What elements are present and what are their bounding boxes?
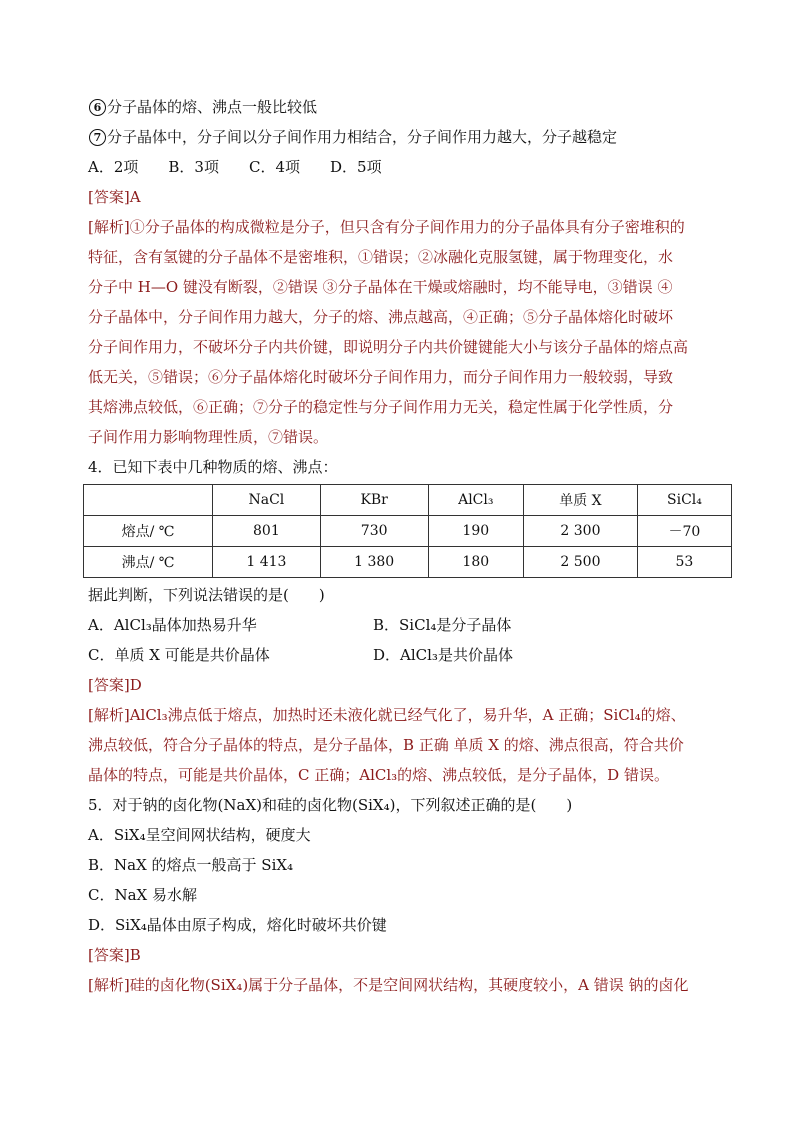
q3-analysis-line: [解析]①分子晶体的构成微粒是分子，但只含有分子间作用力的分子晶体具有分子密堆积的 (88, 218, 685, 236)
q4-options-row-1 (88, 610, 728, 640)
q3-analysis-line: 分子中 H—O 键没有断裂，②错误 ③分子晶体在干燥或熔融时，均不能导电，③错误 ④ (88, 278, 673, 296)
q4-options-row-2 (88, 640, 728, 670)
q5-stem: 5．对于钠的卤化物(NaX)和硅的卤化物(SiX₄)，下列叙述正确的是( ) (88, 796, 573, 814)
q3-analysis-line: 分子晶体中，分子间作用力越大，分子的熔、沸点越高，④正确；⑤分子晶体熔化时破坏 (88, 308, 674, 326)
q4-option-b: B．SiCl₄是分子晶体 (373, 616, 512, 634)
q4-stem: 4．已知下表中几种物质的熔、沸点： (88, 458, 338, 476)
table-cell: 1 380 (320, 547, 428, 578)
table-header-cell (84, 485, 213, 516)
document-page (88, 92, 728, 1000)
table-cell: 190 (428, 516, 523, 547)
q3-item-7: 7 分子晶体中，分子间以分子间作用力相结合，分子间作用力越大，分子越稳定 (88, 122, 728, 152)
table-row-label: 沸点/ ℃ (84, 547, 213, 578)
table-cell: 2 300 (524, 516, 638, 547)
q3-analysis-line: 分子间作用力，不破坏分子内共价键，即说明分子内共价键键能大小与该分子晶体的熔点高 (88, 338, 689, 356)
q5-option-a: A．SiX₄呈空间网状结构，硬度大 (88, 826, 311, 844)
q4-option-a: A．AlCl₃晶体加热易升华 (88, 616, 257, 634)
q5-option-c: C．NaX 易水解 (88, 886, 197, 904)
q3-option-b: B．3项 (168, 158, 219, 176)
table-cell: 180 (428, 547, 523, 578)
table-header-cell: AlCl₃ (428, 485, 523, 516)
table-row-label: 熔点/ ℃ (84, 516, 213, 547)
q3-options (88, 152, 728, 182)
table-cell: 801 (213, 516, 321, 547)
circled-6: 6 (89, 99, 106, 116)
q3-option-c: C．4项 (248, 158, 300, 176)
q4-answer: [答案]D (88, 676, 142, 694)
table-row (84, 516, 732, 547)
table-header-cell: KBr (320, 485, 428, 516)
q3-option-a: A．2项 (88, 158, 139, 176)
q3-item-6: 6 分子晶体的熔、沸点一般比较低 (88, 92, 728, 122)
table-row (84, 547, 732, 578)
q3-answer: [答案]A (88, 188, 141, 206)
table-cell: 53 (637, 547, 731, 578)
q4-option-d: D．AlCl₃是共价晶体 (373, 646, 513, 664)
q4-option-c: C．单质 X 可能是共价晶体 (88, 646, 270, 664)
q3-analysis-line: 其熔沸点较低，⑥正确；⑦分子的稳定性与分子间作用力无关，稳定性属于化学性质，分 (88, 398, 674, 416)
q3-option-d: D．5项 (330, 158, 382, 176)
q4-analysis-line: 晶体的特点，可能是共价晶体，C 正确；AlCl₃的熔、沸点较低，是分子晶体，D 错误。 (88, 766, 669, 784)
q5-answer: [答案]B (88, 946, 141, 964)
table-cell: －70 (637, 516, 731, 547)
table-header-cell: SiCl₄ (637, 485, 731, 516)
q3-analysis-line: 低无关，⑤错误；⑥分子晶体熔化时破坏分子间作用力，而分子间作用力一般较弱，导致 (88, 368, 674, 386)
q3-analysis-line: 子间作用力影响物理性质，⑦错误。 (88, 428, 329, 446)
table-cell: 730 (320, 516, 428, 547)
table-cell: 1 413 (213, 547, 321, 578)
table-header-cell: 单质 X (524, 485, 638, 516)
q4-analysis-line: [解析]AlCl₃沸点低于熔点，加热时还未液化就已经气化了，易升华，A 正确；SiCl₄的熔、 (88, 706, 686, 724)
q5-option-d: D．SiX₄晶体由原子构成，熔化时破坏共价键 (88, 916, 387, 934)
q4-question: 据此判断，下列说法错误的是( ) (88, 586, 325, 604)
table-cell: 2 500 (524, 547, 638, 578)
table-header-row (84, 485, 732, 516)
q5-analysis-line: [解析]硅的卤化物(SiX₄)属于分子晶体，不是空间网状结构，其硬度较小，A 错误 钠的卤化 (88, 976, 689, 994)
melting-boiling-table (83, 484, 732, 578)
q3-analysis-line: 特征，含有氢键的分子晶体不是密堆积，①错误；②冰融化克服氢键，属于物理变化，水 (88, 248, 674, 266)
circled-7: 7 (89, 129, 106, 146)
q4-analysis-line: 沸点较低，符合分子晶体的特点，是分子晶体，B 正确 单质 X 的熔、沸点很高，符合共价 (88, 736, 684, 754)
q5-option-b: B．NaX 的熔点一般高于 SiX₄ (88, 856, 294, 874)
table-header-cell: NaCl (213, 485, 321, 516)
